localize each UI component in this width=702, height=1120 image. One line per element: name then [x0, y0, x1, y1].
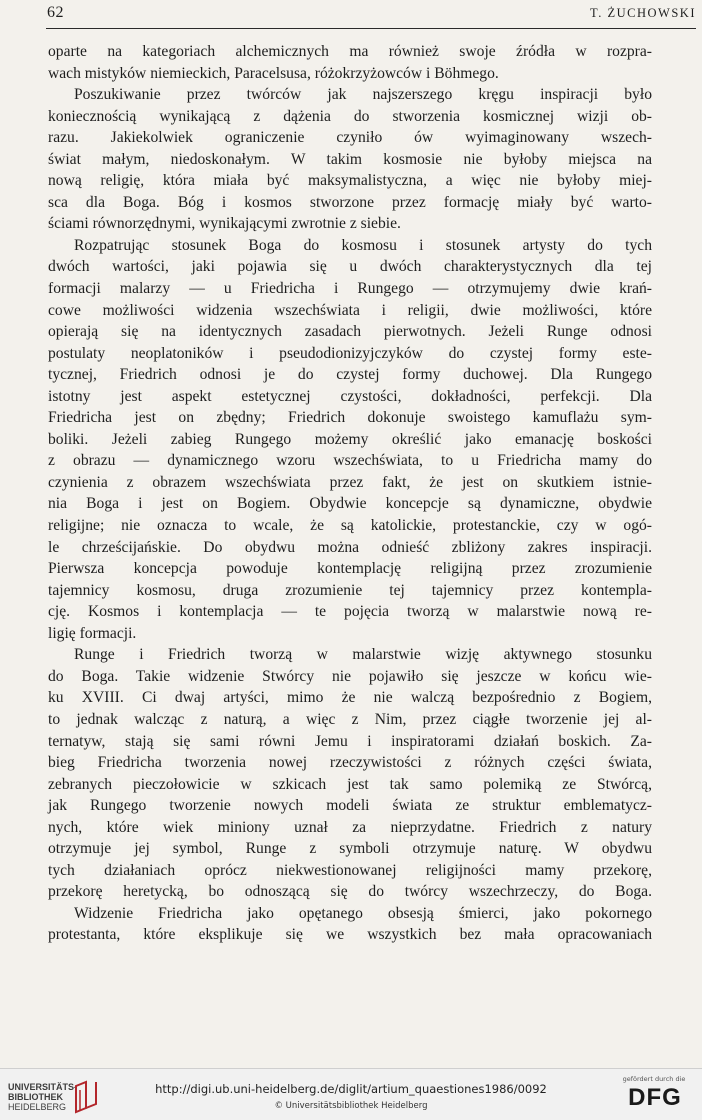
- text-line: ligię formacji.: [48, 624, 137, 642]
- text-line: Runge i Friedrich tworzą w malarstwie wizję aktywnego stosunku: [74, 646, 652, 664]
- text-line: wach mistyków niemieckich, Paracelsusa, różokrzyżowców i Böhmego.: [48, 64, 499, 82]
- text-line: czynienia z obrazem wszechświata przez fakt, że jest on skutkiem istnie-: [48, 473, 652, 491]
- text-line: protestanta, które eksplikuje się we wszystkich bez mała opracowaniach: [48, 926, 652, 944]
- text-line: zebranych pieczołowicie w szkicach jest tak samo polemiką ze Stwórcą,: [48, 775, 652, 793]
- text-line: otrzymuje jej symbol, Runge z symboli otrzymuje naturę. W obydwu: [48, 840, 652, 858]
- text-line: nych, które wiek miniony uznał za nieprzydatne. Friedrich z natury: [48, 818, 652, 836]
- library-name-line: HEIDELBERG: [8, 1102, 67, 1112]
- text-line: Friedricha jest on zbędny; Friedrich dokonuje swoistego kamuflażu sym-: [48, 409, 652, 427]
- text-line: boliki. Jeżeli zabieg Rungego możemy określić jako emanację boskości: [48, 430, 652, 448]
- text-line: razu. Jakiekolwiek ograniczenie czyniło ów wyimaginowany wszech-: [48, 129, 652, 147]
- text-line: postulaty neoplatoników i pseudodionizyjczyków do czystej formy este-: [48, 344, 652, 362]
- dfg-wordmark: DFG: [628, 1084, 682, 1111]
- text-line: ternatyw, stają się sami równi Jemu i inspiratorami działań boskich. Za-: [48, 732, 652, 750]
- copyright-notice: © Universitätsbibliothek Heidelberg: [274, 1101, 428, 1111]
- text-line: jak Rungego tworzenie nowych modeli świata ze struktur emblematycz-: [48, 797, 652, 815]
- text-line: z obrazu — dynamicznego wzoru wszechświata, to u Friedricha mamy do: [48, 452, 652, 470]
- text-line: tajemnicy kosmosu, druga zrozumienie tej tajemnicy przez kontempla-: [48, 581, 652, 599]
- text-line: cję. Kosmos i kontemplacja — te pojęcia tworzą w malarstwie nową re-: [48, 603, 652, 621]
- text-line: ku XVIII. Ci dwaj artyści, mimo że nie walczą bezpośrednio z Bogiem,: [48, 689, 652, 707]
- text-line: dwóch wartości, jaki pojawia się u dwóch charakterystycznych dla tej: [48, 258, 652, 276]
- text-line: Widzenie Friedricha jako opętanego obsesją śmierci, jako pokornego: [74, 904, 652, 922]
- text-line: formacji malarzy — u Friedricha i Rungego — otrzymujemy dwie krań-: [48, 280, 652, 298]
- text-line: Rozpatrując stosunek Boga do kosmosu i stosunek artysty do tych: [74, 236, 652, 254]
- text-line: nia Boga i jest on Bogiem. Obydwie koncepcje są dynamiczne, obydwie: [48, 495, 652, 513]
- text-line: oparte na kategoriach alchemicznych ma również swoje źródła w rozpra-: [48, 43, 652, 60]
- text-line: religijne; nie oznacza to wcale, że są katolickie, protestanckie, czy w ogó-: [48, 517, 652, 535]
- text-line: opierają się na identycznych zasadach pierwotnych. Jeżeli Runge odnosi: [48, 323, 652, 341]
- text-line: tycznej, Friedrich odnosi je do czystej formy duchowej. Dla Rungego: [48, 366, 652, 384]
- text-line: le chrześcijańskie. Do obydwu można odnieść zbliżony zakres inspiracji.: [48, 538, 652, 556]
- text-line: przekorę heretycką, bo odnoszącą się do twórcy wszechrzeczy, do Boga.: [48, 883, 652, 901]
- text-line: sca dla Boga. Bóg i kosmos stworzone przez formację miały być warto-: [48, 193, 652, 211]
- text-line: istotny jest aspekt estetycznej czystości, dokładności, perfekcji. Dla: [48, 387, 652, 405]
- text-line: bieg Friedricha tworzenia nowej rzeczywistości z różnych części świata,: [48, 754, 652, 772]
- text-line: cowe możliwości widzenia wszechświata i religii, dwie możliwości, które: [48, 301, 652, 319]
- library-name-line: BIBLIOTHEK: [8, 1092, 63, 1102]
- text-line: nową religię, która miała być maksymalistyczna, a więc nie byłoby miej-: [48, 172, 652, 190]
- body-text: [48, 41, 652, 946]
- header-rule: [46, 28, 696, 29]
- text-line: koniecznością wynikającą z dążenia do stworzenia kosmicznej wizji ob-: [48, 107, 652, 125]
- funded-by-text: gefördert durch die: [622, 1075, 686, 1083]
- dfg-logo[interactable]: [618, 1075, 690, 1115]
- text-line: Pierwsza koncepcja powoduje kontemplację religijną przez zrozumienie: [48, 560, 652, 578]
- text-line: do Boga. Takie widzenie Stwórcy nie pojawiło się jeszcze w końcu wie-: [48, 667, 652, 685]
- text-line: świat małym, niedoskonałym. W takim kosmosie nie byłoby miejsca na: [48, 150, 652, 168]
- text-line: ściami równorzędnymi, wynikającymi zwrotnie z siebie.: [48, 215, 401, 233]
- digitization-footer: [0, 1068, 702, 1120]
- text-line: tych działaniach oprócz niekwestionowanej religijności mamy przekorę,: [48, 861, 652, 879]
- running-head: T. ŻUCHOWSKI: [590, 6, 696, 20]
- page-number: 62: [47, 4, 64, 21]
- text-line: to jednak walcząc z naturą, a więc z Nim, przez ciągłe tworzenie jej al-: [48, 710, 652, 728]
- text-line: Poszukiwanie przez twórców jak najszerszego kręgu inspiracji było: [74, 86, 652, 104]
- library-name-line: UNIVERSITÄTS-: [8, 1082, 78, 1092]
- permalink-url[interactable]: http://digi.ub.uni-heidelberg.de/diglit/artium_quaestiones1986/0092: [155, 1082, 547, 1096]
